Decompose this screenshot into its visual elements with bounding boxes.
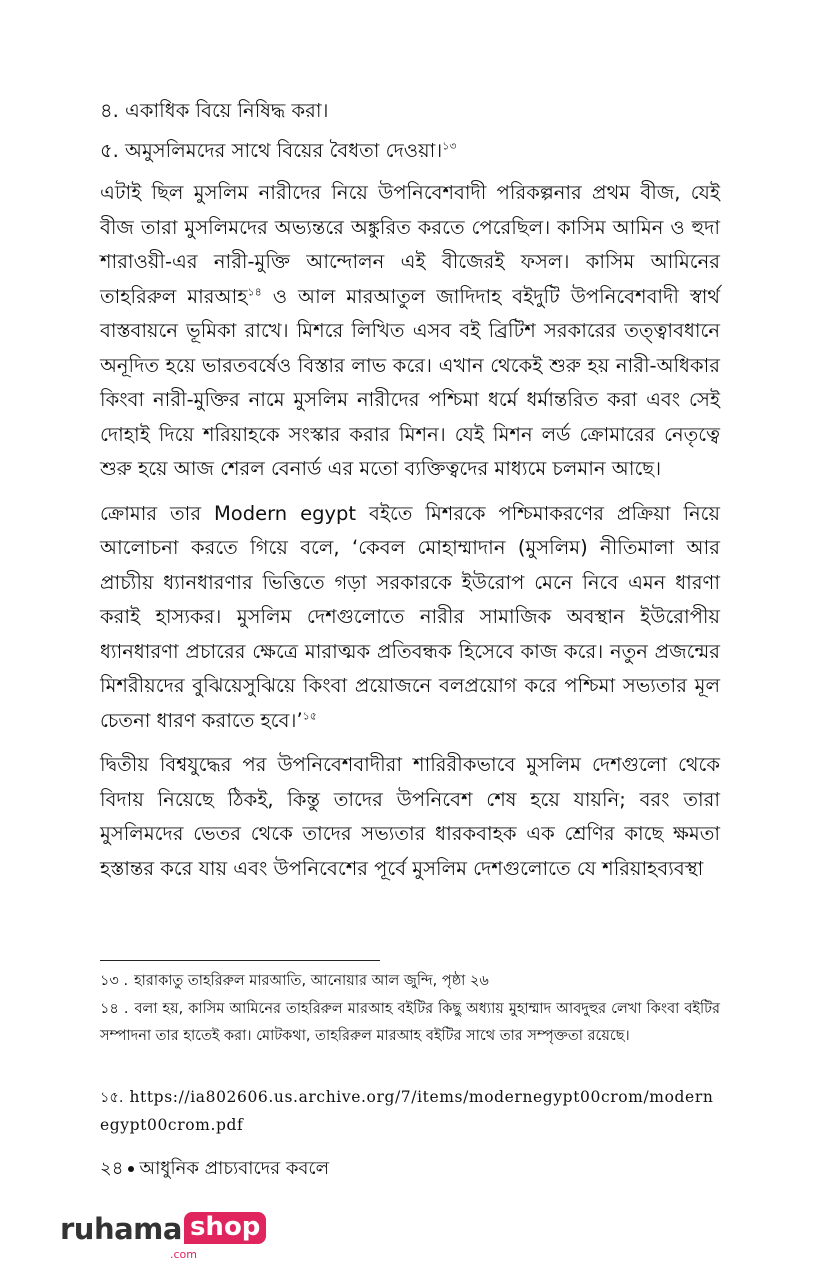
list-item-5 bbox=[100, 136, 720, 166]
footnote-link[interactable]: https://ia802606.us.archive.org/7/items/modernegypt00crom/modernegypt00crom.pdf bbox=[100, 1088, 714, 1134]
book-title: আধুনিক প্রাচ্যবাদের কবলে bbox=[139, 1158, 330, 1179]
bullet-icon bbox=[128, 1166, 134, 1172]
paragraph-3: দ্বিতীয় বিশ্বযুদ্ধের পর উপনিবেশবাদীরা শারিরীকভাবে মুসলিম দেশগুলো থেকে বিদায় নিয়েছে ঠিকই, কিন্তু তাদের উপনিবেশ শেষ হয়ে যায়নি; বরং তারা মুসলিমদের ভেতর থেকে তাদের সভ্যতার ধারকবাহক এক শ্রেণির কাছে ক্ষমতা হস্তান্তর করে যায় এবং উপনিবেশের পূর্বে মুসলিম দেশগুলোতে যে শরিয়াহব্যবস্থা bbox=[100, 753, 720, 880]
footnote-number: ১৪ . bbox=[100, 1001, 129, 1017]
footnote-13 bbox=[100, 968, 720, 995]
footnote-ref-15[interactable]: ১৫ bbox=[302, 709, 317, 722]
logo-word-shop: shop bbox=[184, 1212, 266, 1244]
paragraph-2-text: ক্রোমার তার Modern egypt বইতে মিশরকে পশ্চিমাকরণের প্রক্রিয়া নিয়ে আলোচনা করতে গিয়ে বলে, ‘কেবল মোহাম্মাদান (মুসলিম) নীতিমালা আর প্রাচ্যীয় ধ্যানধারণার ভিত্তিতে গড়া সরকারকে ইউরোপ মেনে নিবে এমন ধারণা করাই হাস্যকর। মুসলিম দেশগুলোতে নারীর সামাজিক অবস্থান ইউরোপীয় ধ্যানধারণা প্রচারের ক্ষেত্রে মারাত্মক প্রতিবন্ধক হিসেবে কাজ করে। নতুন প্রজন্মের মিশরীয়দের বুঝিয়েসুঝিয়ে কিংবা প্রয়োজনে বলপ্রয়োগ করে পশ্চিমা সভ্যতার মূল চেতনা ধারণ করাতে হবে।’ bbox=[100, 501, 720, 732]
paragraph-1 bbox=[100, 176, 720, 487]
footnote-number: ১৫. bbox=[100, 1090, 124, 1106]
footnote-14 bbox=[100, 996, 720, 1050]
footnote-15 bbox=[100, 1084, 720, 1140]
footnote-ref-14[interactable]: ১৪ bbox=[247, 285, 262, 298]
list-item-5-text: ৫. অমুসলিমদের সাথে বিয়ের বৈধতা দেওয়া। bbox=[100, 139, 443, 162]
paragraph-2 bbox=[100, 497, 720, 739]
logo-word-ruhama: ruhama bbox=[60, 1212, 182, 1246]
page-body bbox=[100, 96, 720, 896]
page-number: ২৪ bbox=[100, 1158, 124, 1179]
page-footer bbox=[100, 1154, 329, 1185]
footnote-number: ১৩ . bbox=[100, 973, 129, 989]
footnote-ref-13[interactable]: ১৩ bbox=[442, 139, 457, 153]
paragraph-1-part1: এটাই ছিল মুসলিম নারীদের নিয়ে উপনিবেশবাদী পরিকল্পনার প্রথম বীজ, যেই বীজ তারা মুসলিমদের অভ্যন্তরে অঙ্কুরিত করতে পেরেছিল। কাসিম আমিন ও হুদা শারাওয়ী-এর নারী-মুক্তি আন্দোলন এই বীজেরই ফসল। কাসিম আমিনের তাহরিরুল মারআহ bbox=[100, 181, 720, 308]
footnote-text: হারাকাতু তাহরিরুল মারআতি, আনোয়ার আল জুন্দি, পৃষ্ঠা ২৬ bbox=[134, 973, 489, 989]
paragraph-1-part2: ও আল মারআতুল জাদিদাহ বইদুটি উপনিবেশবাদী স্বার্থ বাস্তবায়নে ভূমিকা রাখে। মিশরে লিখিত এসব বই ব্রিটিশ সরকারের তত্ত্বাবধানে অনূদিত হয়ে ভারতবর্ষেও বিস্তার লাভ করে। এখান থেকেই শুরু হয় নারী-অধিকার কিংবা নারী-মুক্তির নামে মুসলিম নারীদের পশ্চিমা ধর্মে ধর্মান্তরিত করা এবং সেই দোহাই দিয়ে শরিয়াহকে সংস্কার করার মিশন। যেই মিশন লর্ড ক্রোমারের নেতৃত্বে শুরু হয়ে আজ শেরল বেনার্ড এর মতো ব্যক্তিত্বদের মাধ্যমে চলমান আছে। bbox=[100, 284, 720, 480]
list-item-4: ৪. একাধিক বিয়ে নিষিদ্ধ করা। bbox=[100, 99, 329, 122]
footnote-text: বলা হয়, কাসিম আমিনের তাহরিরুল মারআহ বইটির কিছু অধ্যায় মুহাম্মাদ আবদুহুর লেখা কিংবা বইটির সম্পাদনা তার হাতেই করা। মোটকথা, তাহরিরুল মারআহ বইটির সাথে তার সম্পৃক্ততা রয়েছে। bbox=[100, 1001, 720, 1044]
ruhamashop-logo bbox=[60, 1212, 266, 1261]
logo-suffix: .com bbox=[170, 1248, 197, 1261]
footnote-divider bbox=[100, 960, 380, 961]
